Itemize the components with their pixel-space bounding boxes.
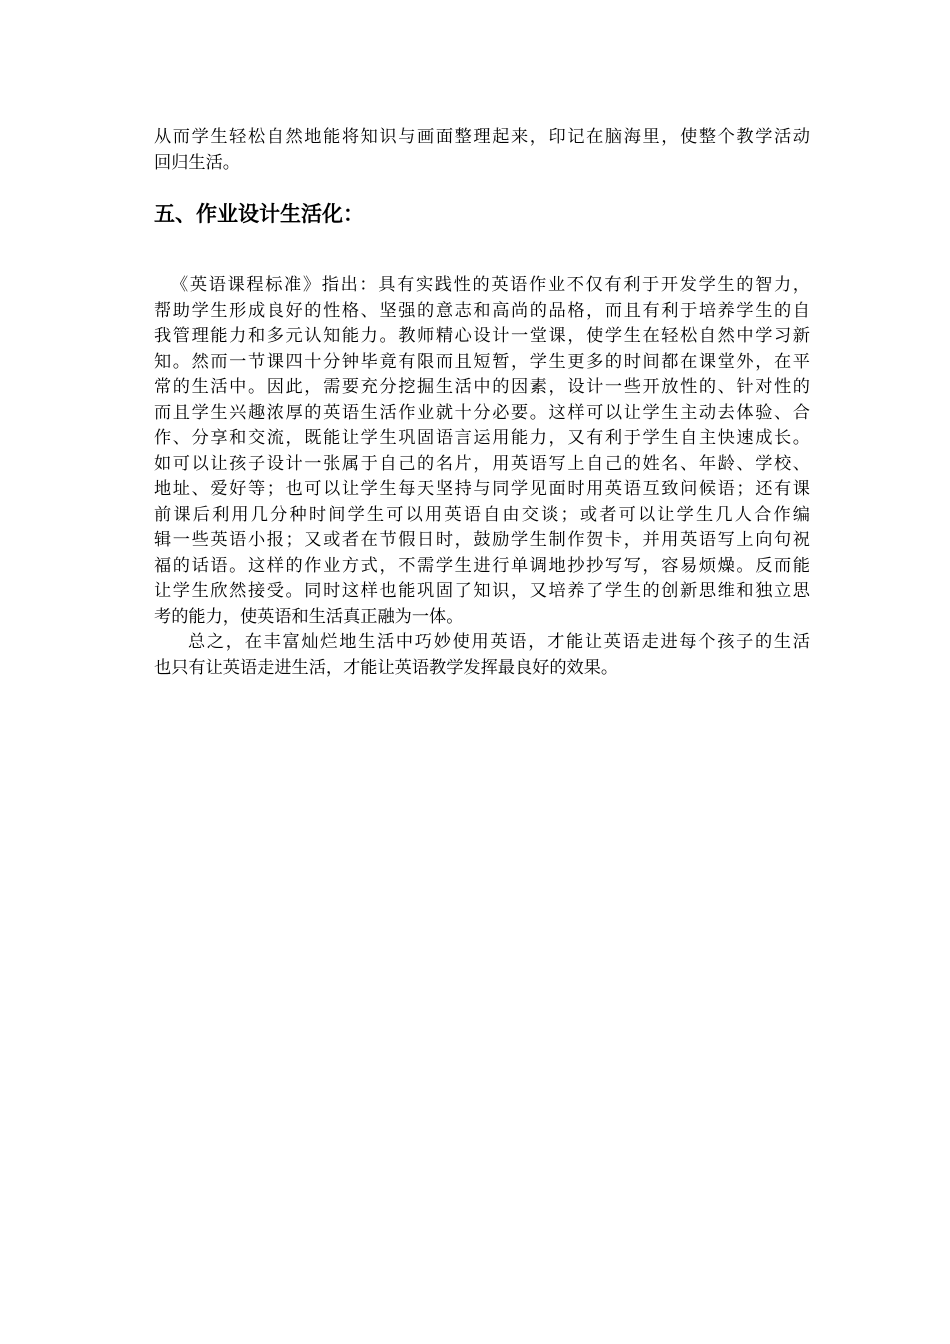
intro-line-2: 回归生活。 (154, 153, 240, 173)
section-heading: 五、作业设计生活化： (154, 202, 364, 226)
paragraph-1-line-4: 知。然而一节课四十分钟毕竟有限而且短暂，学生更多的时间都在课堂外，在平 (154, 352, 810, 372)
intro-line-1: 从而学生轻松自然地能将知识与画面整理起来，印记在脑海里，使整个教学活动 (154, 127, 810, 147)
paragraph-1-line-7: 作、分享和交流，既能让学生巩固语言运用能力，又有利于学生自主快速成长。 (154, 428, 810, 448)
paragraph-2-line-1: 总之，在丰富灿烂地生活中巧妙使用英语，才能让英语走进每个孩子的生活 (188, 632, 810, 652)
paragraph-1-line-6: 而且学生兴趣浓厚的英语生活作业就十分必要。这样可以让学生主动去体验、合 (154, 403, 810, 423)
paragraph-1-line-10: 前课后利用几分种时间学生可以用英语自由交谈；或者可以让学生几人合作编 (154, 505, 810, 525)
paragraph-1-line-13: 让学生欣然接受。同时这样也能巩固了知识，又培养了学生的创新思维和独立思 (154, 581, 810, 601)
paragraph-1-line-8: 如可以让孩子设计一张属于自己的名片，用英语写上自己的姓名、年龄、学校、 (154, 454, 810, 474)
paragraph-1-line-3: 我管理能力和多元认知能力。教师精心设计一堂课，使学生在轻松自然中学习新 (154, 326, 810, 346)
paragraph-1-line-12: 福的话语。这样的作业方式，不需学生进行单调地抄抄写写，容易烦燥。反而能 (154, 556, 810, 576)
paragraph-2-line-2: 也只有让英语走进生活，才能让英语教学发挥最良好的效果。 (154, 658, 619, 678)
paragraph-1-line-11: 辑一些英语小报；又或者在节假日时，鼓励学生制作贺卡，并用英语写上向句祝 (154, 530, 810, 550)
paragraph-1-line-14: 考的能力，使英语和生活真正融为一体。 (154, 607, 464, 627)
paragraph-1-line-9: 地址、爱好等；也可以让学生每天坚持与同学见面时用英语互致问候语；还有课 (154, 479, 810, 499)
paragraph-1-line-5: 常的生活中。因此，需要充分挖掘生活中的因素，设计一些开放性的、针对性的 (154, 377, 810, 397)
paragraph-1-line-1: 《英语课程标准》指出：具有实践性的英语作业不仅有利于开发学生的智力， (171, 275, 810, 295)
paragraph-1-line-2: 帮助学生形成良好的性格、坚强的意志和高尚的品格，而且有利于培养学生的自 (154, 301, 810, 321)
